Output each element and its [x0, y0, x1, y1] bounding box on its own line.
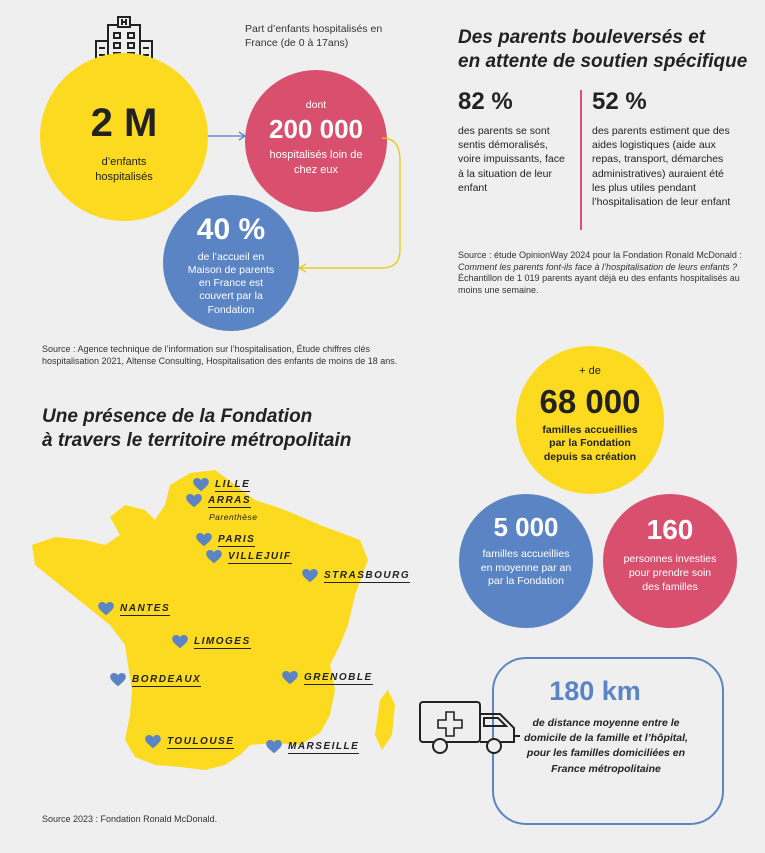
- parents-source-suffix: Échantillon de 1 019 parents ayant déjà eu des enfants hospitalisés au moins une semaine.: [458, 273, 740, 296]
- city-nantes: [98, 602, 170, 616]
- heart-icon: [193, 478, 209, 492]
- city-toulouse-label: TOULOUSE: [167, 735, 235, 747]
- families-total-value: 68 000: [539, 382, 641, 420]
- families-total-prefix: + de: [579, 365, 601, 377]
- map-source: Source 2023 : Fondation Ronald McDonald.: [42, 814, 218, 824]
- heart-icon: [282, 671, 298, 685]
- city-nantes-label: NANTES: [120, 602, 171, 614]
- hospital-note: Part d’enfants hospitalisés en France (de 0 à 17ans): [245, 23, 383, 50]
- stat-82-value: 82 %: [458, 88, 513, 115]
- stat-52-text: des parents estiment que des aides logistiques (aide aux repas, transport, démarches administratives) auraient été les plus utiles pendant l’hospitalisation de leur enfant: [592, 125, 731, 208]
- map-title-line2: à travers le territoire métropolitain: [42, 429, 352, 451]
- families-total-label: familles accueillies par la Fondation depuis sa création: [542, 423, 638, 464]
- city-lille-label: LILLE: [215, 478, 251, 490]
- city-marseille-label: MARSEILLE: [288, 740, 360, 752]
- map-title: [42, 405, 362, 453]
- dont-label: dont: [305, 99, 327, 111]
- heart-icon: [98, 602, 114, 616]
- stat-52-value: 52 %: [592, 88, 647, 115]
- city-grenoble-label: GRENOBLE: [304, 671, 373, 683]
- families-total-circle: [516, 346, 664, 494]
- distance-label: de distance moyenne entre le domicile de la famille et l’hôpital, pour les familles domiciliées en France métropolitaine: [524, 717, 688, 775]
- city-bordeaux-label: BORDEAUX: [132, 673, 202, 685]
- city-bordeaux: [110, 673, 201, 687]
- heart-icon: [266, 740, 282, 754]
- hospital-source: Source : Agence technique de l’information sur l’hospitalisation, Étude chiffres clés hospitalisation 2021, Altense Consulting, Hospitalisation des enfants de moins de 18 ans.: [42, 344, 398, 366]
- city-grenoble: [282, 671, 373, 685]
- families-average-circle: [459, 494, 593, 628]
- heart-icon: [145, 735, 161, 749]
- city-limoges: [172, 635, 251, 649]
- city-strasbourg-label: STRASBOURG: [324, 569, 411, 581]
- staff-circle: [603, 494, 737, 628]
- city-arras-sub: Parenthèse: [209, 512, 258, 522]
- city-villejuif-label: VILLEJUIF: [228, 550, 292, 562]
- city-toulouse: [145, 735, 234, 749]
- heart-icon: [110, 673, 126, 687]
- heart-icon: [302, 569, 318, 583]
- city-strasbourg: [302, 569, 410, 583]
- far-from-home-value: 200 000: [269, 114, 363, 145]
- distance-value: 180 km: [549, 676, 641, 706]
- parents-source: [458, 250, 748, 297]
- staff-value: 160: [646, 514, 694, 545]
- city-paris: [196, 533, 255, 547]
- city-limoges-label: LIMOGES: [194, 635, 251, 647]
- families-average-value: 5 000: [493, 512, 559, 542]
- city-villejuif: [206, 550, 292, 564]
- children-hospitalized-value: 2 M: [90, 101, 158, 145]
- heart-icon: [172, 635, 188, 649]
- families-average-label: familles accueillies en moyenne par an par la Fondation: [480, 548, 572, 588]
- heart-icon: [196, 533, 212, 547]
- staff-label: personnes investies pour prendre soin des familles: [623, 553, 717, 594]
- parents-house-value: 40 %: [196, 213, 266, 246]
- parents-house-circle: [163, 195, 299, 331]
- parents-source-prefix: Source : étude OpinionWay 2024 pour la Fondation Ronald McDonald :: [458, 250, 742, 260]
- far-from-home-label: hospitalisés loin de chez eux: [269, 149, 363, 177]
- city-marseille: [266, 740, 359, 754]
- ambulance-icon: [418, 696, 524, 758]
- parents-title-line2: en attente de soutien spécifique: [458, 50, 748, 72]
- city-lille: [193, 478, 250, 492]
- stat-82-text: des parents se sont sentis démoralisés, voire impuissants, face à la situation de leur enfant: [458, 125, 565, 194]
- parents-house-label: de l’accueil en Maison de parents en France est couvert par la Fondation: [187, 251, 275, 316]
- heart-icon: [206, 550, 222, 564]
- parents-source-title: Comment les parents font-ils face à l’hospitalisation de leurs enfants ?: [458, 261, 738, 272]
- parents-title-line1: Des parents bouleversés et: [458, 27, 706, 48]
- stat-divider: [580, 90, 582, 230]
- map-title-line1: Une présence de la Fondation: [42, 406, 313, 427]
- city-arras-label: ARRAS: [208, 494, 252, 506]
- city-arras: [186, 494, 251, 508]
- parents-title: [458, 26, 758, 74]
- city-paris-label: PARIS: [218, 533, 256, 545]
- heart-icon: [186, 494, 202, 508]
- children-hospitalized-label: d’enfants hospitalisés: [95, 156, 153, 183]
